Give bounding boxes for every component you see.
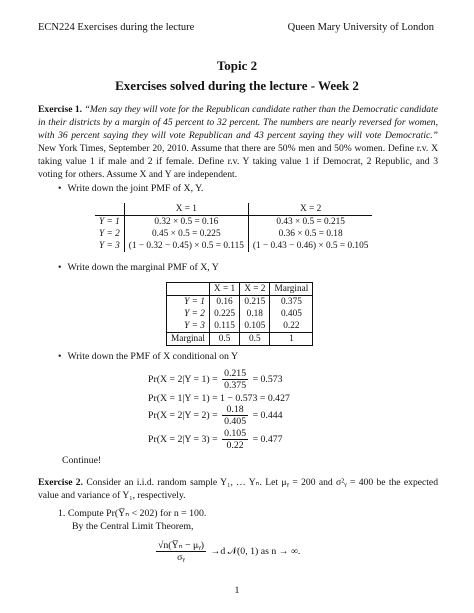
marginal-row-label: Y = 2	[167, 308, 210, 320]
exercise1-text: New York Times, September 20, 2010. Assume that there are 50% men and 50% women. Define r.v. X taking value 1 if male and 2 if female. Define r.v. Y taking value 1 if Democrat, 2 Republic, and 3 voting for others. Assume X and Y are independent.	[38, 143, 438, 180]
bullet-conditional-text: Write down the PMF of X conditional on Y	[67, 351, 239, 362]
equation-lhs: Pr(X = 1|Y = 1) = 1 − 0.573 = 0.427	[148, 393, 290, 404]
conditional-equation	[148, 428, 283, 451]
marginal-col-header: X = 1	[209, 283, 239, 296]
conditional-equation	[148, 368, 283, 391]
joint-row-label: Y = 1	[99, 217, 120, 227]
fraction	[222, 368, 248, 391]
joint-row-label: Y = 2	[99, 229, 120, 239]
joint-cell: 0.32 × 0.5 = 0.16	[124, 216, 248, 229]
fraction-denominator: 0.22	[226, 440, 244, 451]
marginal-col-header: Marginal	[270, 283, 313, 296]
joint-cell: (1 − 0.43 − 0.46) × 0.5 = 0.105	[248, 240, 372, 252]
equation-rhs: →d 𝒩(0, 1) as n → ∞.	[210, 545, 301, 557]
fraction-numerator: √n(Y̅ₙ − μᵧ)	[158, 540, 205, 551]
clt-equation	[154, 540, 300, 563]
equation-rhs: = 0.477	[252, 433, 283, 445]
exercise1-quote: “Men say they will vote for the Republican candidate rather than the Democratic candidate in their districts by a margin of 45 percent to 32 percent. The numbers are nearly reversed for women, with 36 percent saying they will vote Republican and 43 percent saying they will vote Democratic.”	[38, 104, 438, 141]
marginal-pmf-table	[166, 282, 313, 346]
bullet-icon: •	[58, 351, 62, 362]
bullet-marginal-text: Write down the marginal PMF of X, Y	[67, 262, 219, 273]
item-1-text: Compute Pr(Y̅ₙ < 202) for n = 100.	[67, 508, 207, 519]
marginal-col-header: X = 2	[240, 283, 270, 296]
joint-cell: (1 − 0.32 − 0.45) × 0.5 = 0.115	[124, 240, 248, 252]
exercise2-paragraph	[38, 476, 438, 502]
marginal-row-label: Marginal	[167, 333, 210, 346]
item-1-clt-intro: By the Central Limit Theorem,	[72, 521, 194, 532]
joint-cell: 0.45 × 0.5 = 0.225	[124, 228, 248, 240]
joint-cell: 0.43 × 0.5 = 0.215	[248, 216, 372, 229]
marginal-cell: 0.5	[240, 333, 270, 346]
continue-text: Continue!	[62, 455, 102, 466]
fraction	[222, 428, 248, 451]
conditional-equation	[148, 404, 283, 427]
fraction-denominator: 0.375	[224, 380, 247, 391]
marginal-cell: 0.225	[209, 308, 239, 320]
bullet-icon: •	[58, 183, 62, 194]
marginal-cell: 0.18	[240, 308, 270, 320]
item-number: 1.	[58, 508, 66, 519]
equation-rhs: = 0.573	[252, 373, 283, 385]
fraction-numerator: 0.18	[222, 404, 248, 416]
conditional-equation	[148, 393, 290, 404]
exercise2-label: Exercise 2.	[38, 477, 83, 488]
fraction	[156, 540, 206, 563]
bullet-conditional-pmf	[58, 351, 238, 362]
fraction-denominator: σᵧ	[177, 552, 185, 563]
topic-title: Topic 2	[216, 58, 258, 73]
joint-cell: 0.36 × 0.5 = 0.18	[248, 228, 372, 240]
bullet-icon: •	[58, 262, 62, 273]
bullet-marginal-pmf	[58, 262, 219, 273]
joint-col-header: X = 1	[124, 203, 248, 216]
equation-lhs: Pr(X = 2|Y = 3) =	[148, 433, 218, 445]
equation-lhs: Pr(X = 2|Y = 1) =	[148, 373, 218, 385]
section-subtitle: Exercises solved during the lecture - Week 2	[115, 78, 359, 93]
joint-pmf-table	[95, 203, 372, 252]
marginal-row-label: Y = 1	[167, 296, 210, 309]
item-1	[58, 508, 206, 519]
exercise1-label: Exercise 1.	[38, 104, 83, 115]
page-number: 1	[234, 585, 240, 596]
fraction-numerator: 0.105	[224, 428, 247, 439]
marginal-cell: 0.5	[209, 333, 239, 346]
fraction-numerator: 0.215	[224, 368, 247, 379]
equation-lhs: Pr(X = 2|Y = 2) =	[148, 409, 218, 421]
bullet-joint-text: Write down the joint PMF of X, Y.	[67, 183, 204, 194]
marginal-cell: 0.115	[209, 320, 239, 333]
equation-rhs: = 0.444	[252, 409, 283, 421]
header-university: Queen Mary University of London	[287, 22, 434, 33]
exercise2-text: Consider an i.i.d. random sample Y₁, … Yₙ. Let μᵧ = 200 and σ²ᵧ = 400 be the expected value and variance of Y₁, respectively.	[38, 477, 438, 501]
marginal-cell: 0.215	[240, 296, 270, 309]
marginal-cell: 0.105	[240, 320, 270, 333]
marginal-cell: 0.16	[209, 296, 239, 309]
marginal-cell: 0.375	[270, 296, 313, 309]
header-course: ECN224 Exercises during the lecture	[38, 22, 195, 33]
marginal-cell: 1	[270, 333, 313, 346]
marginal-cell: 0.22	[270, 320, 313, 333]
fraction	[222, 404, 248, 427]
bullet-joint-pmf	[58, 183, 203, 194]
marginal-row-label: Y = 3	[167, 320, 210, 333]
joint-row-label: Y = 3	[99, 241, 120, 251]
joint-col-header: X = 2	[248, 203, 372, 216]
marginal-cell: 0.405	[270, 308, 313, 320]
fraction-denominator: 0.405	[224, 416, 247, 427]
exercise1-paragraph	[38, 103, 438, 181]
